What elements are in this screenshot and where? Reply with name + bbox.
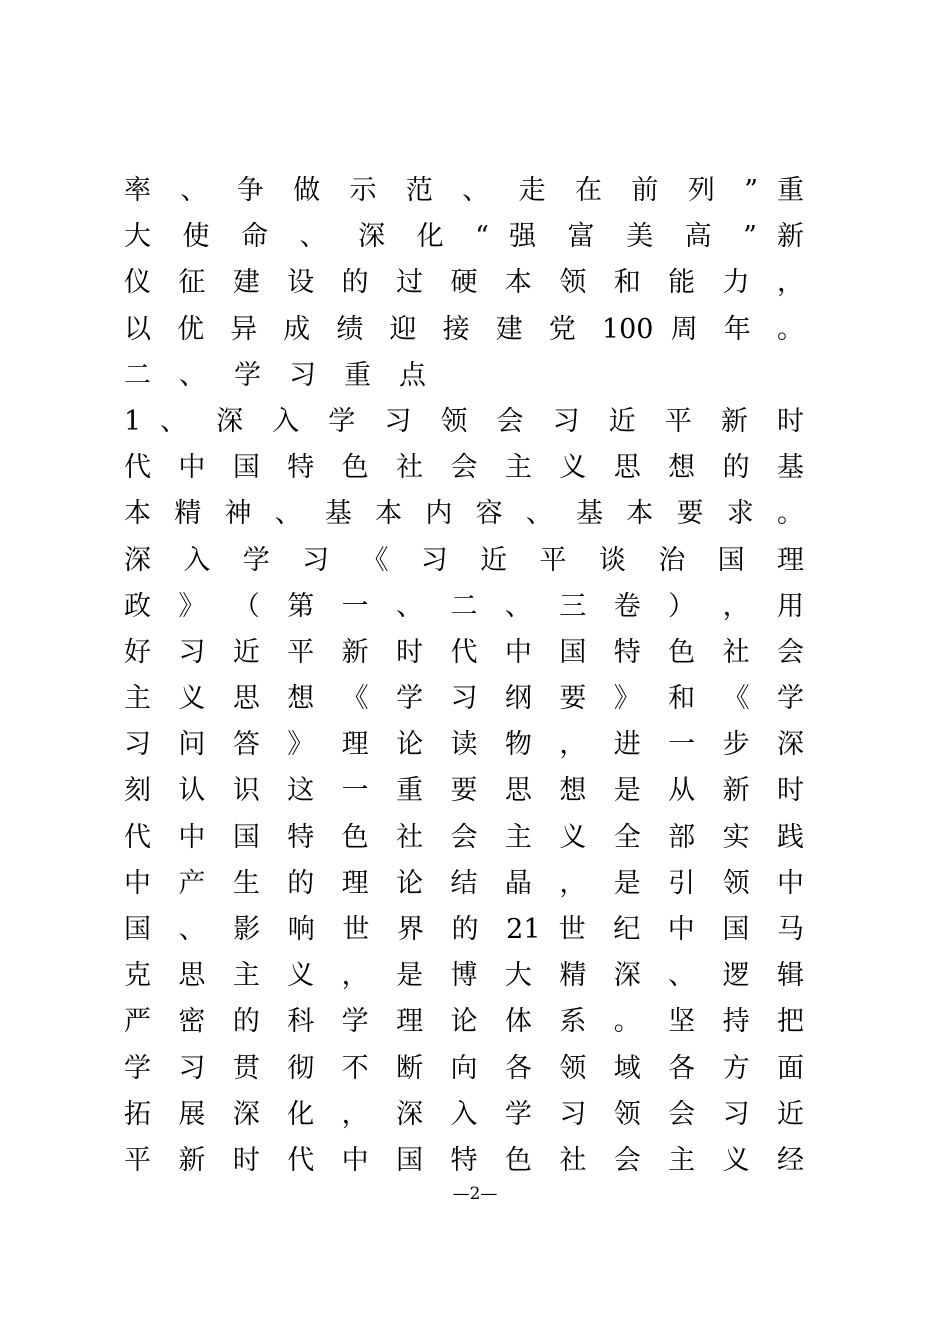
text-line: 拓 展 深 化 ， 深 入 学 习 领 会 习 近 bbox=[124, 1098, 804, 1130]
text-line: 好 习 近 平 新 时 代 中 国 特 色 社 会 bbox=[124, 636, 804, 668]
text-line: 主 义 思 想 《 学 习 纲 要 》 和 《 学 bbox=[124, 683, 804, 715]
text-line: 代 中 国 特 色 社 会 主 义 全 部 实 践 bbox=[124, 821, 804, 853]
page-number: —2— bbox=[452, 1184, 498, 1204]
text-line: 中 产 生 的 理 论 结 晶 ， 是 引 领 中 bbox=[124, 867, 804, 899]
body-text bbox=[124, 168, 804, 1184]
text-line: 严 密 的 科 学 理 论 体 系 。 坚 持 把 bbox=[124, 1006, 804, 1038]
text-line: 学 习 贯 彻 不 断 向 各 领 域 各 方 面 bbox=[124, 1052, 804, 1084]
text-line: 深 入 学 习 《 习 近 平 谈 治 国 理 bbox=[124, 544, 804, 576]
text-line: 大 使 命 、 深 化 “ 强 富 美 高 ” 新 bbox=[124, 221, 804, 253]
text-line: 以 优 异 成 绩 迎 接 建 党 100 周 年 。 bbox=[124, 313, 804, 345]
text-line: 代 中 国 特 色 社 会 主 义 思 想 的 基 bbox=[124, 452, 804, 484]
text-line: 刻 认 识 这 一 重 要 思 想 是 从 新 时 bbox=[124, 775, 804, 807]
text-line: 克 思 主 义 ， 是 博 大 精 深 、 逻 辑 bbox=[124, 960, 804, 992]
section-heading: 二、学习重点 bbox=[124, 359, 454, 391]
text-line: 习 问 答 》 理 论 读 物 ， 进 一 步 深 bbox=[124, 729, 804, 761]
text-line: 政 》 （ 第 一 、 二 、 三 卷 ） ， 用 bbox=[124, 590, 804, 622]
text-line: 率 、 争 做 示 范 、 走 在 前 列 ” 重 bbox=[124, 175, 804, 206]
text-line: 国 、 影 响 世 界 的 21 世 纪 中 国 马 bbox=[124, 914, 804, 945]
text-line: 本 精 神 、 基 本 内 容 、 基 本 要 求 。 bbox=[124, 498, 804, 530]
text-line: 仪 征 建 设 的 过 硬 本 领 和 能 力 ， bbox=[124, 267, 804, 299]
text-line: 平 新 时 代 中 国 特 色 社 会 主 义 经 bbox=[124, 1144, 804, 1176]
text-line: 1 、 深 入 学 习 领 会 习 近 平 新 时 bbox=[124, 405, 804, 437]
